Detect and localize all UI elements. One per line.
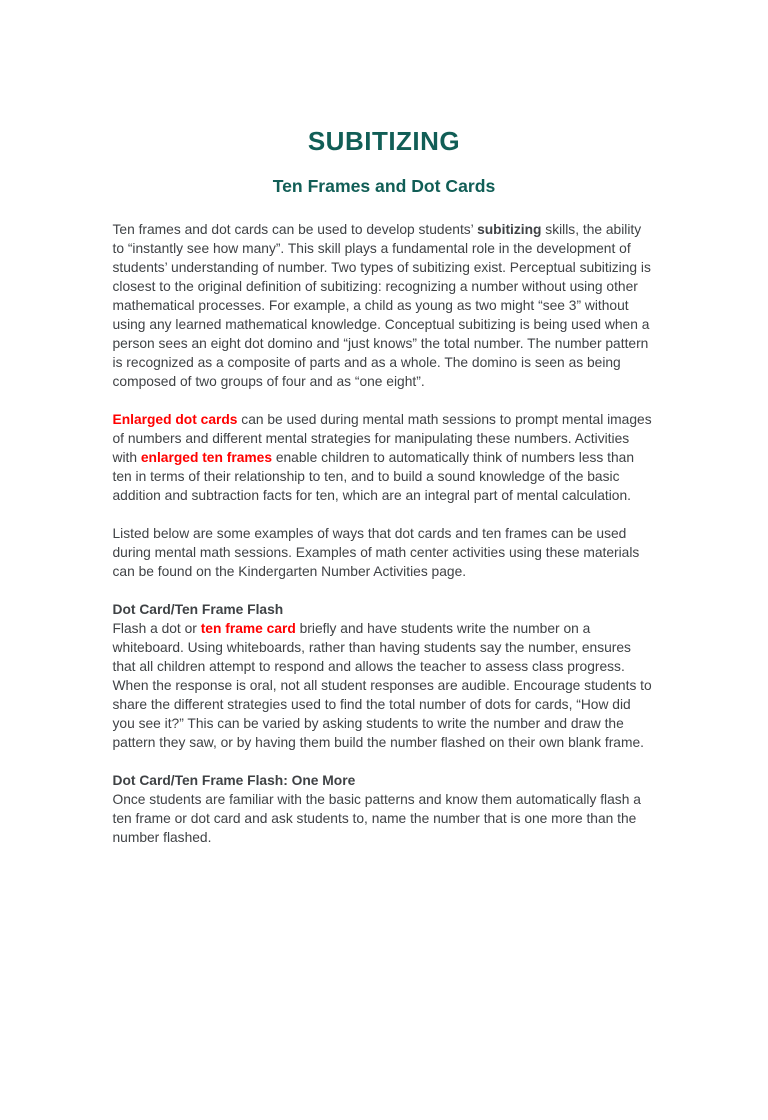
text-segment: Listed below are some examples of ways that dot cards and ten frames can be used during mental math sessions. Examples of math center activities using these materials can be found on the Kindergarten Number Activities page.	[112, 526, 640, 579]
text-segment: ten frame card	[200, 621, 296, 636]
text-segment: can be used during mental math sessions to prompt mental images of numbers and different mental strategies for manipulating these numbers. Activities with	[112, 412, 652, 465]
text-segment: enlarged ten frames	[140, 450, 272, 465]
examples-paragraph	[113, 524, 656, 581]
section-heading-flash: Dot Card/Ten Frame Flash	[112, 602, 284, 617]
text-segment: enable children to automatically think of numbers less than ten in terms of their relationship to ten, and to build a sound knowledge of the basic addition and subtraction facts for ten, which are an integral part of mental calculation.	[112, 450, 634, 503]
enlarged-cards-paragraph	[113, 410, 656, 505]
text-segment: Ten frames and dot cards can be used to develop students’	[112, 222, 478, 237]
page-subtitle: Ten Frames and Dot Cards	[272, 176, 496, 196]
section-flash-one-more	[113, 771, 656, 847]
text-segment: subitizing	[477, 222, 542, 237]
text-segment: Enlarged dot cards	[112, 412, 238, 427]
section-body-flash	[113, 619, 656, 752]
section-body-one-more	[113, 790, 656, 847]
section-heading-one-more: Dot Card/Ten Frame Flash: One More	[112, 773, 356, 788]
text-segment: Flash a dot or	[112, 621, 201, 636]
text-segment: skills, the ability to “instantly see how many”. This skill plays a fundamental role in the development of students’ understanding of number. Two types of subitizing exist. Perceptual subitizing is closest to the original definition of subitizing: recognizing a number without using other mathematical processes. For example, a child as young as two might “see 3” without using any learned mathematical knowledge. Conceptual subitizing is being used when a person sees an eight dot domino and “just knows” the total number. The number pattern is recognized as a composite of parts and as a whole. The domino is seen as being composed of two groups of four and as “one eight”.	[112, 222, 651, 389]
intro-paragraph	[113, 220, 656, 391]
text-segment: briefly and have students write the number on a whiteboard. Using whiteboards, rather than having students say the number, ensures that all children attempt to respond and allows the teacher to assess class progress. When the response is oral, not all student responses are audible. Encourage students to share the different strategies used to find the total number of dots for cards, “How did you see it?” This can be varied by asking students to write the number and draw the pattern they saw, or by having them build the number flashed on their own blank frame.	[112, 621, 652, 750]
text-segment: Once students are familiar with the basic patterns and know them automatically flash a ten frame or dot card and ask students to, name the number that is one more than the number flashed.	[112, 792, 641, 845]
page-title: SUBITIZING	[307, 126, 461, 156]
section-flash	[113, 600, 656, 752]
document-page	[113, 126, 656, 847]
